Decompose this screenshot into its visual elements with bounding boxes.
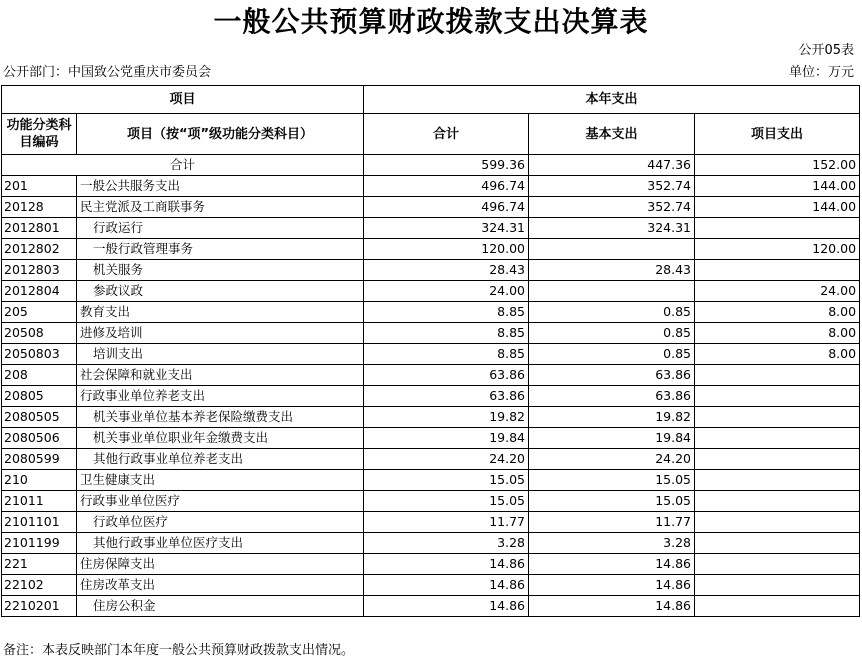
- row-project: [695, 218, 860, 239]
- header-project: 项目: [2, 86, 364, 114]
- row-project: [695, 407, 860, 428]
- row-project: 24.00: [695, 281, 860, 302]
- row-total: 3.28: [364, 533, 529, 554]
- header-total: 合计: [364, 114, 529, 155]
- row-project: [695, 260, 860, 281]
- row-basic: [529, 239, 695, 260]
- row-name: 一般行政管理事务: [77, 239, 364, 260]
- row-name: 其他行政事业单位养老支出: [77, 449, 364, 470]
- table-row: [2, 344, 860, 365]
- row-name: 参政议政: [77, 281, 364, 302]
- row-total: 15.05: [364, 470, 529, 491]
- row-basic: 11.77: [529, 512, 695, 533]
- row-total: 15.05: [364, 491, 529, 512]
- row-project: [695, 470, 860, 491]
- row-total: 8.85: [364, 344, 529, 365]
- row-code: 21011: [2, 491, 77, 512]
- table-row: [2, 218, 860, 239]
- header-project-expense: 项目支出: [695, 114, 860, 155]
- row-name: 民主党派及工商联事务: [77, 197, 364, 218]
- row-total: 24.20: [364, 449, 529, 470]
- row-basic: [529, 281, 695, 302]
- row-total: 496.74: [364, 176, 529, 197]
- row-name: 住房保障支出: [77, 554, 364, 575]
- row-name: 住房改革支出: [77, 575, 364, 596]
- row-total: 19.84: [364, 428, 529, 449]
- table-row: [2, 554, 860, 575]
- row-project: 8.00: [695, 344, 860, 365]
- row-code: 201: [2, 176, 77, 197]
- row-basic: 24.20: [529, 449, 695, 470]
- row-basic: 352.74: [529, 176, 695, 197]
- row-basic: 19.84: [529, 428, 695, 449]
- row-code: 210: [2, 470, 77, 491]
- row-project: [695, 533, 860, 554]
- row-basic: 63.86: [529, 365, 695, 386]
- table-row: [2, 281, 860, 302]
- total-basic: 447.36: [529, 155, 695, 176]
- table-row: [2, 260, 860, 281]
- row-code: 2012802: [2, 239, 77, 260]
- row-basic: 0.85: [529, 344, 695, 365]
- table-row: [2, 239, 860, 260]
- row-project: 120.00: [695, 239, 860, 260]
- unit-label: 单位：万元: [788, 65, 854, 80]
- row-total: 14.86: [364, 554, 529, 575]
- row-total: 24.00: [364, 281, 529, 302]
- row-project: [695, 575, 860, 596]
- row-total: 324.31: [364, 218, 529, 239]
- row-total: 63.86: [364, 365, 529, 386]
- total-amount: 599.36: [364, 155, 529, 176]
- row-name: 行政事业单位养老支出: [77, 386, 364, 407]
- row-code: 2080506: [2, 428, 77, 449]
- row-project: 8.00: [695, 302, 860, 323]
- row-project: [695, 512, 860, 533]
- row-total: 19.82: [364, 407, 529, 428]
- row-project: 8.00: [695, 323, 860, 344]
- row-project: 144.00: [695, 197, 860, 218]
- table-row: [2, 365, 860, 386]
- row-name: 其他行政事业单位医疗支出: [77, 533, 364, 554]
- row-project: [695, 449, 860, 470]
- row-name: 机关服务: [77, 260, 364, 281]
- row-code: 221: [2, 554, 77, 575]
- table-row: [2, 428, 860, 449]
- row-code: 20508: [2, 323, 77, 344]
- row-project: [695, 596, 860, 617]
- row-basic: 15.05: [529, 491, 695, 512]
- row-code: 2012804: [2, 281, 77, 302]
- header-func-code: 功能分类科目编码: [2, 114, 77, 155]
- row-total: 11.77: [364, 512, 529, 533]
- row-code: 20128: [2, 197, 77, 218]
- table-row: [2, 302, 860, 323]
- row-project: 144.00: [695, 176, 860, 197]
- table-row: [2, 596, 860, 617]
- row-name: 住房公积金: [77, 596, 364, 617]
- row-code: 2080599: [2, 449, 77, 470]
- table-row: [2, 176, 860, 197]
- row-code: 208: [2, 365, 77, 386]
- table-row: [2, 197, 860, 218]
- total-label: 合计: [2, 155, 364, 176]
- row-total: 8.85: [364, 323, 529, 344]
- header-current-year-expense: 本年支出: [364, 86, 860, 114]
- row-code: 2050803: [2, 344, 77, 365]
- row-basic: 63.86: [529, 386, 695, 407]
- table-note: 备注：本表反映部门本年度一般公共预算财政拨款支出情况。: [3, 643, 355, 658]
- row-code: 2080505: [2, 407, 77, 428]
- row-name: 行政运行: [77, 218, 364, 239]
- form-code: 公开05表: [798, 43, 854, 58]
- row-name: 一般公共服务支出: [77, 176, 364, 197]
- table-row: [2, 449, 860, 470]
- row-name: 卫生健康支出: [77, 470, 364, 491]
- row-project: [695, 386, 860, 407]
- row-basic: 14.86: [529, 554, 695, 575]
- row-basic: 14.86: [529, 575, 695, 596]
- row-name: 行政单位医疗: [77, 512, 364, 533]
- header-row-bottom: [2, 114, 860, 155]
- row-project: [695, 554, 860, 575]
- row-basic: 28.43: [529, 260, 695, 281]
- table-row: [2, 533, 860, 554]
- row-code: 205: [2, 302, 77, 323]
- report-title: 一般公共预算财政拨款支出决算表: [213, 5, 649, 38]
- row-code: 2012803: [2, 260, 77, 281]
- department-label: 公开部门：中国致公党重庆市委员会: [3, 65, 212, 80]
- table-row: [2, 512, 860, 533]
- expense-table: [1, 85, 860, 617]
- row-project: [695, 491, 860, 512]
- row-project: [695, 428, 860, 449]
- row-basic: 3.28: [529, 533, 695, 554]
- row-name: 教育支出: [77, 302, 364, 323]
- table-row: [2, 386, 860, 407]
- table-row: [2, 407, 860, 428]
- row-code: 2101101: [2, 512, 77, 533]
- row-basic: 19.82: [529, 407, 695, 428]
- total-project: 152.00: [695, 155, 860, 176]
- row-basic: 14.86: [529, 596, 695, 617]
- row-basic: 15.05: [529, 470, 695, 491]
- row-basic: 352.74: [529, 197, 695, 218]
- row-total: 120.00: [364, 239, 529, 260]
- row-project: [695, 365, 860, 386]
- row-name: 机关事业单位基本养老保险缴费支出: [77, 407, 364, 428]
- row-basic: 0.85: [529, 323, 695, 344]
- total-row: [2, 155, 860, 176]
- row-name: 进修及培训: [77, 323, 364, 344]
- row-total: 496.74: [364, 197, 529, 218]
- row-name: 行政事业单位医疗: [77, 491, 364, 512]
- row-total: 28.43: [364, 260, 529, 281]
- table-row: [2, 491, 860, 512]
- row-basic: 0.85: [529, 302, 695, 323]
- table-row: [2, 575, 860, 596]
- row-code: 22102: [2, 575, 77, 596]
- row-total: 14.86: [364, 575, 529, 596]
- header-basic: 基本支出: [529, 114, 695, 155]
- header-row-top: [2, 86, 860, 114]
- row-code: 2012801: [2, 218, 77, 239]
- row-code: 20805: [2, 386, 77, 407]
- row-name: 培训支出: [77, 344, 364, 365]
- row-total: 8.85: [364, 302, 529, 323]
- row-code: 2210201: [2, 596, 77, 617]
- row-total: 63.86: [364, 386, 529, 407]
- row-total: 14.86: [364, 596, 529, 617]
- row-name: 社会保障和就业支出: [77, 365, 364, 386]
- row-basic: 324.31: [529, 218, 695, 239]
- row-code: 2101199: [2, 533, 77, 554]
- row-name: 机关事业单位职业年金缴费支出: [77, 428, 364, 449]
- header-func-name: 项目（按“项”级功能分类科目）: [77, 114, 364, 155]
- table-row: [2, 470, 860, 491]
- table-row: [2, 323, 860, 344]
